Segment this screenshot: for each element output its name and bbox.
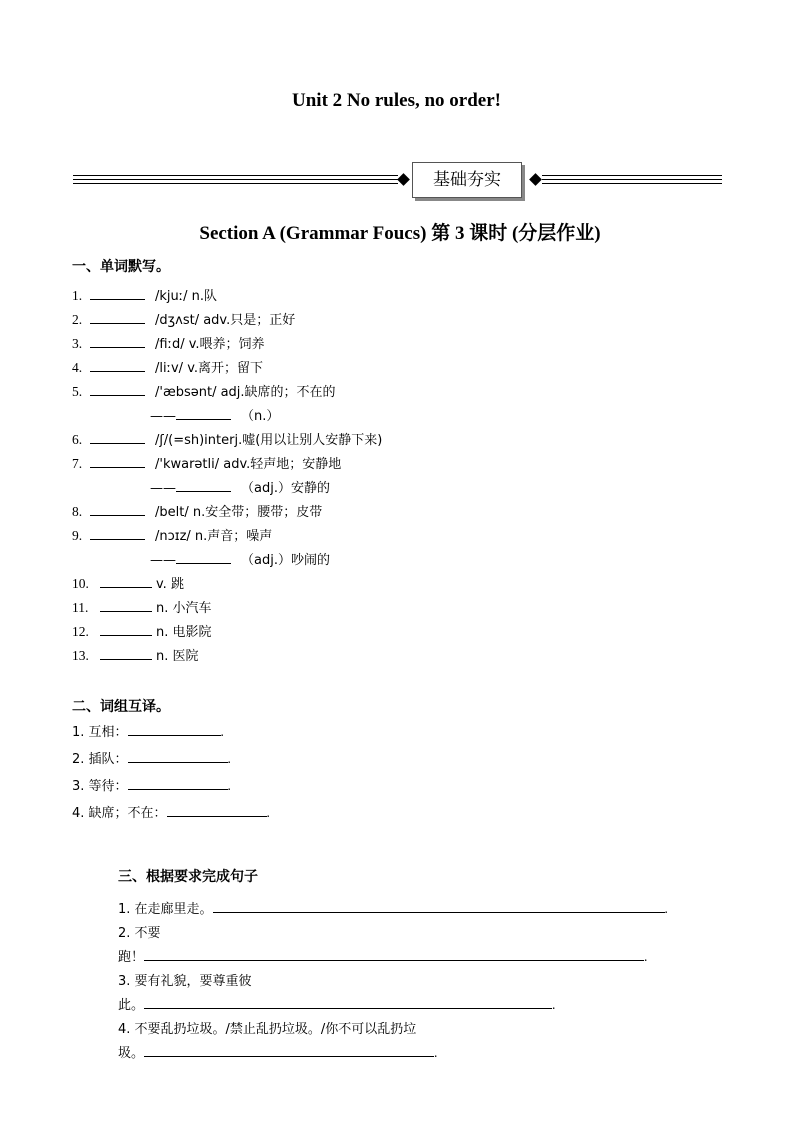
answer-blank[interactable] <box>144 996 552 1009</box>
list-item: 13. n. 医院 <box>72 648 199 664</box>
answer-blank[interactable] <box>167 804 267 817</box>
section-title: Section A (Grammar Foucs) 第 3 课时 (分层作业) <box>199 223 601 244</box>
list-item: 1. 在走廊里走。 . <box>118 901 668 917</box>
page-title: Unit 2 No rules, no order! <box>292 90 501 111</box>
list-item: 此。 . <box>118 997 556 1013</box>
answer-blank[interactable] <box>128 777 228 790</box>
list-item: 1. /kjuː/ n.队 <box>72 288 218 304</box>
answer-blank[interactable] <box>128 750 228 763</box>
list-item: 圾。 . <box>118 1045 438 1061</box>
list-item: 9. /nɔɪz/ n.声音；噪声 <box>72 528 273 544</box>
answer-blank[interactable] <box>90 311 145 324</box>
answer-blank[interactable] <box>213 900 665 913</box>
answer-blank[interactable] <box>176 551 231 564</box>
list-item: 5. /'æbsənt/ adj.缺席的；不在的 <box>72 384 336 400</box>
part2-heading: 二、词组互译。 <box>72 699 170 715</box>
banner-label: 基础夯实 <box>412 162 522 198</box>
answer-blank[interactable] <box>144 1044 434 1057</box>
part1-heading: 一、单词默写。 <box>72 259 170 275</box>
answer-blank[interactable] <box>176 479 231 492</box>
answer-blank[interactable] <box>90 359 145 372</box>
divider-left <box>73 175 398 184</box>
answer-blank[interactable] <box>90 455 145 468</box>
list-item: 3. 要有礼貌，要尊重彼 <box>118 974 252 989</box>
list-item: —— （adj.）吵闹的 <box>150 553 330 568</box>
list-item: 4. 不要乱扔垃圾。/禁止乱扔垃圾。/你不可以乱扔垃 <box>118 1022 417 1037</box>
divider-right <box>542 175 722 184</box>
answer-blank[interactable] <box>128 723 221 736</box>
answer-blank[interactable] <box>90 335 145 348</box>
list-item: 2. /dʒʌst/ adv.只是；正好 <box>72 312 296 328</box>
list-item: 12. n. 电影院 <box>72 624 212 640</box>
part3-heading: 三、根据要求完成句子 <box>118 869 258 885</box>
list-item: 4. /liːv/ v.离开；留下 <box>72 360 264 376</box>
diamond-icon <box>397 173 410 186</box>
answer-blank[interactable] <box>90 503 145 516</box>
list-item: —— （n.） <box>150 409 280 424</box>
answer-blank[interactable] <box>100 623 152 636</box>
diamond-icon <box>529 173 542 186</box>
list-item: 6. /ʃ/(=sh)interj.嘘(用以让别人安静下来) <box>72 432 383 448</box>
list-item: 3. /fiːd/ v.喂养；饲养 <box>72 336 265 352</box>
answer-blank[interactable] <box>100 647 152 660</box>
list-item: 3. 等待： . <box>72 778 231 794</box>
answer-blank[interactable] <box>90 431 145 444</box>
answer-blank[interactable] <box>90 287 145 300</box>
answer-blank[interactable] <box>100 599 152 612</box>
list-item: 10. v. 跳 <box>72 576 184 592</box>
answer-blank[interactable] <box>100 575 152 588</box>
list-item: —— （adj.）安静的 <box>150 481 330 496</box>
list-item: 8. /belt/ n.安全带；腰带；皮带 <box>72 504 323 520</box>
list-item: 1. 互相： . <box>72 724 224 740</box>
list-item: 2. 不要 <box>118 926 161 941</box>
list-item: 4. 缺席；不在： . <box>72 805 270 821</box>
answer-blank[interactable] <box>90 527 145 540</box>
list-item: 7. /'kwarətli/ adv.轻声地；安静地 <box>72 456 342 472</box>
list-item: 2. 插队： . <box>72 751 231 767</box>
answer-blank[interactable] <box>90 383 145 396</box>
answer-blank[interactable] <box>176 407 231 420</box>
list-item: 跑！ . <box>118 949 648 965</box>
list-item: 11. n. 小汽车 <box>72 600 212 616</box>
answer-blank[interactable] <box>144 948 644 961</box>
